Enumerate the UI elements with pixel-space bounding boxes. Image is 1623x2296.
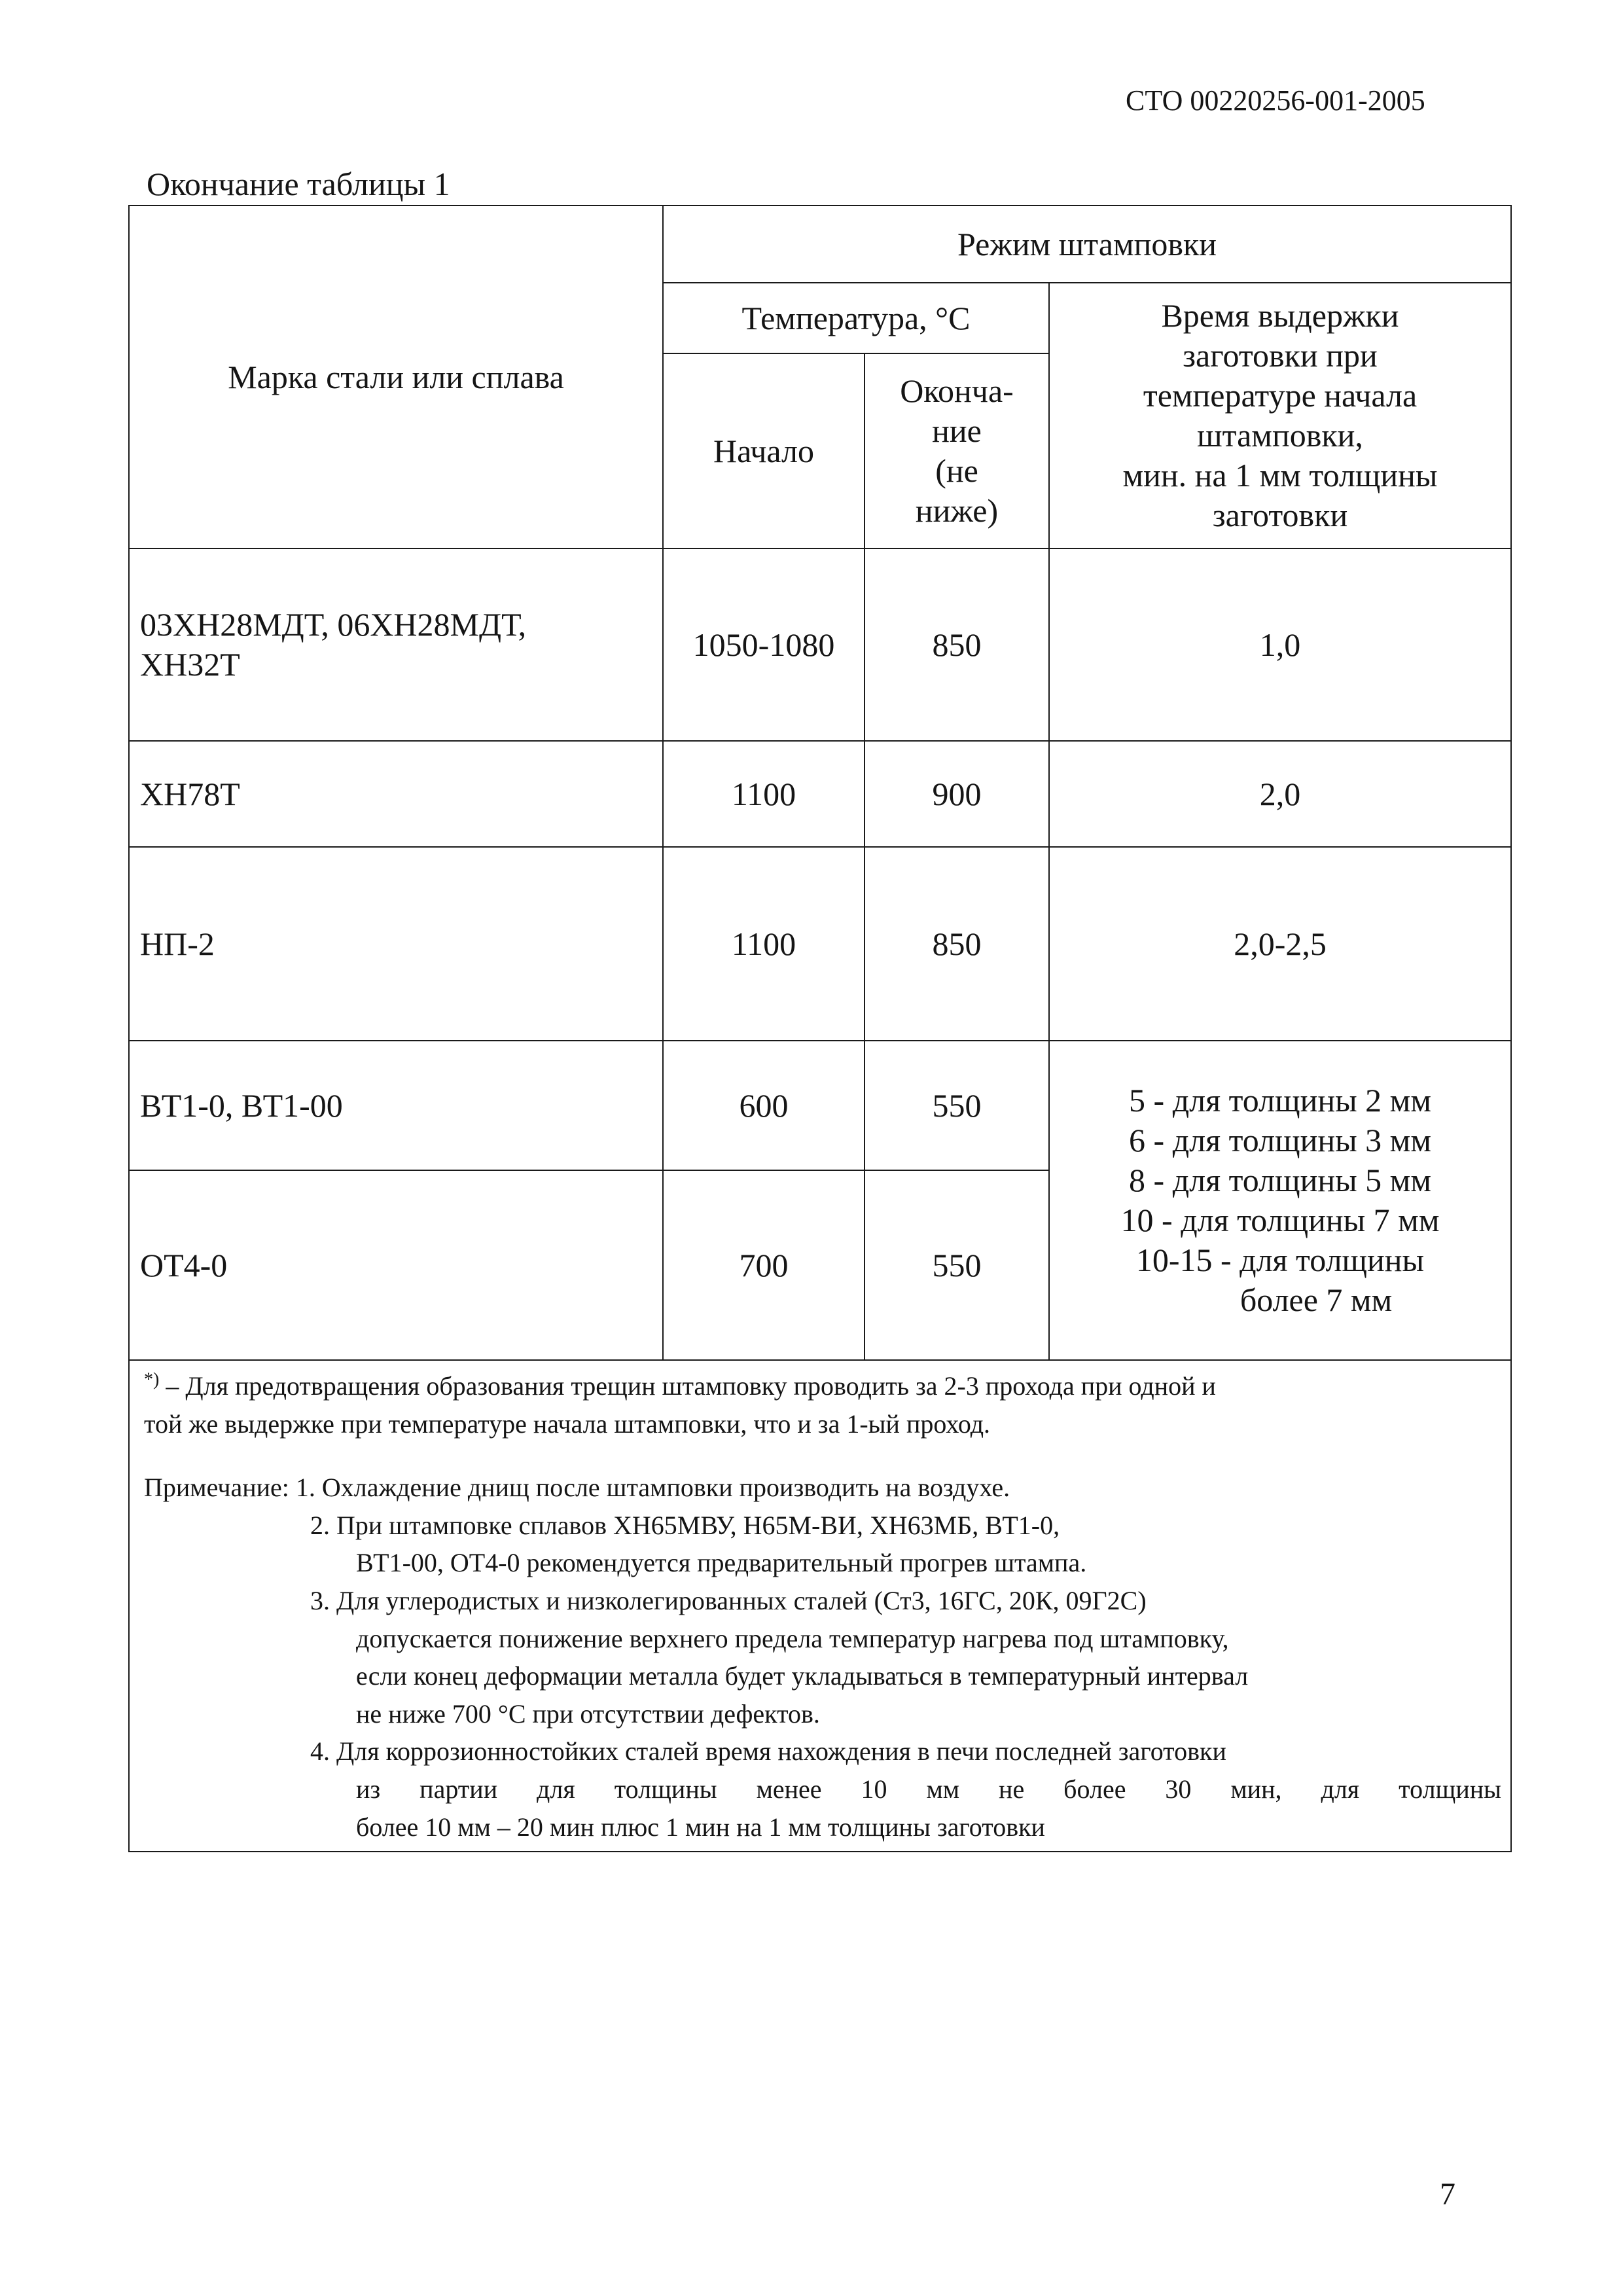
header-hold-line: штамповки, — [1197, 417, 1363, 454]
header-end-line: ние — [932, 412, 982, 449]
header-end-line: Оконча- — [900, 372, 1014, 409]
note-line: не ниже 700 °С при отсутствии дефектов. — [356, 1698, 820, 1729]
header-hold-line: заготовки — [1212, 497, 1348, 533]
end-cell: 850 — [865, 847, 1049, 1041]
header-hold-line: Время выдержки — [1161, 297, 1399, 334]
end-cell: 550 — [865, 1041, 1049, 1170]
hold-line: 10 - для толщины 7 мм — [1120, 1202, 1440, 1238]
document-code: СТО 00220256-001-2005 — [1126, 84, 1425, 117]
footnote — [144, 1367, 1501, 1405]
table-row — [129, 847, 1511, 1041]
grade-cell: ОТ4-0 — [129, 1170, 663, 1360]
header-end — [865, 353, 1049, 548]
header-grade: Марка стали или сплава — [129, 206, 663, 548]
hold-line: 10-15 - для толщины — [1135, 1242, 1425, 1278]
header-mode: Режим штамповки — [663, 206, 1511, 283]
note-line: более 10 мм – 20 мин плюс 1 мин на 1 мм толщины заготовки — [356, 1812, 1045, 1842]
note-line: ВТ1-00, ОТ4-0 рекомендуется предварительный прогрев штампа. — [356, 1548, 1087, 1578]
notes-row — [129, 1360, 1511, 1852]
grade-line: 03ХН28МДТ, 06ХН28МДТ, — [140, 606, 527, 643]
end-cell: 850 — [865, 548, 1049, 741]
start-cell: 1100 — [663, 741, 865, 847]
header-hold-line: мин. на 1 мм толщины — [1122, 457, 1438, 493]
hold-cell: 2,0-2,5 — [1049, 847, 1511, 1041]
shared-hold-cell — [1049, 1041, 1511, 1360]
start-cell: 1100 — [663, 847, 865, 1041]
grade-line: ХН32Т — [140, 646, 240, 683]
note-line: из партии для толщины менее 10 мм не более 30 мин, для толщины — [356, 1774, 1502, 1804]
grade-cell: ВТ1-0, ВТ1-00 — [129, 1041, 663, 1170]
grade-cell — [129, 548, 663, 741]
table-row — [129, 741, 1511, 847]
header-hold-time — [1049, 283, 1511, 548]
note-line: 3. Для углеродистых и низколегированных сталей (Ст3, 16ГС, 20К, 09Г2С) — [310, 1585, 1147, 1615]
hold-cell: 2,0 — [1049, 741, 1511, 847]
table-caption: Окончание таблицы 1 — [147, 166, 450, 202]
note-line: 2. При штамповке сплавов ХН65МВУ, Н65М-ВИ, ХН63МБ, ВТ1-0, — [310, 1510, 1060, 1540]
start-cell: 600 — [663, 1041, 865, 1170]
grade-cell: ХН78Т — [129, 741, 663, 847]
end-cell: 550 — [865, 1170, 1049, 1360]
notes-cell — [129, 1360, 1511, 1852]
start-cell: 1050-1080 — [663, 548, 865, 741]
header-end-line: ниже) — [915, 492, 999, 529]
page-number: 7 — [1440, 2177, 1455, 2212]
note-heading: Примечание: 1. Охлаждение днищ после штамповки производить на воздухе. — [144, 1473, 1010, 1503]
header-temperature: Температура, °С — [663, 283, 1049, 353]
hold-line: 8 - для толщины 5 мм — [1129, 1162, 1431, 1198]
start-cell: 700 — [663, 1170, 865, 1360]
hold-cell: 1,0 — [1049, 548, 1511, 741]
footnote-mark: *) — [144, 1369, 160, 1390]
end-cell: 900 — [865, 741, 1049, 847]
table-row — [129, 548, 1511, 741]
header-end-line: (не — [935, 452, 978, 489]
hold-line: 6 - для толщины 3 мм — [1129, 1122, 1431, 1158]
note-line: допускается понижение верхнего предела температур нагрева под штамповку, — [356, 1623, 1229, 1653]
note-line: 4. Для коррозионностойких сталей время нахождения в печи последней заготовки — [310, 1736, 1226, 1767]
footnote-line: той же выдержке при температуре начала штамповки, что и за 1-ый проход. — [144, 1408, 991, 1439]
header-hold-line: заготовки при — [1183, 337, 1378, 374]
hold-line: 5 - для толщины 2 мм — [1129, 1082, 1431, 1119]
hold-line: более 7 мм — [1240, 1282, 1393, 1318]
note-line: если конец деформации металла будет укладываться в температурный интервал — [356, 1661, 1249, 1691]
table-row — [129, 1041, 1511, 1170]
grade-cell: НП-2 — [129, 847, 663, 1041]
header-start: Начало — [663, 353, 865, 548]
stamping-mode-table — [128, 205, 1512, 1852]
header-hold-line: температуре начала — [1143, 377, 1418, 414]
footnote-line: – Для предотвращения образования трещин штамповку проводить за 2-3 прохода при одной и — [166, 1371, 1216, 1401]
